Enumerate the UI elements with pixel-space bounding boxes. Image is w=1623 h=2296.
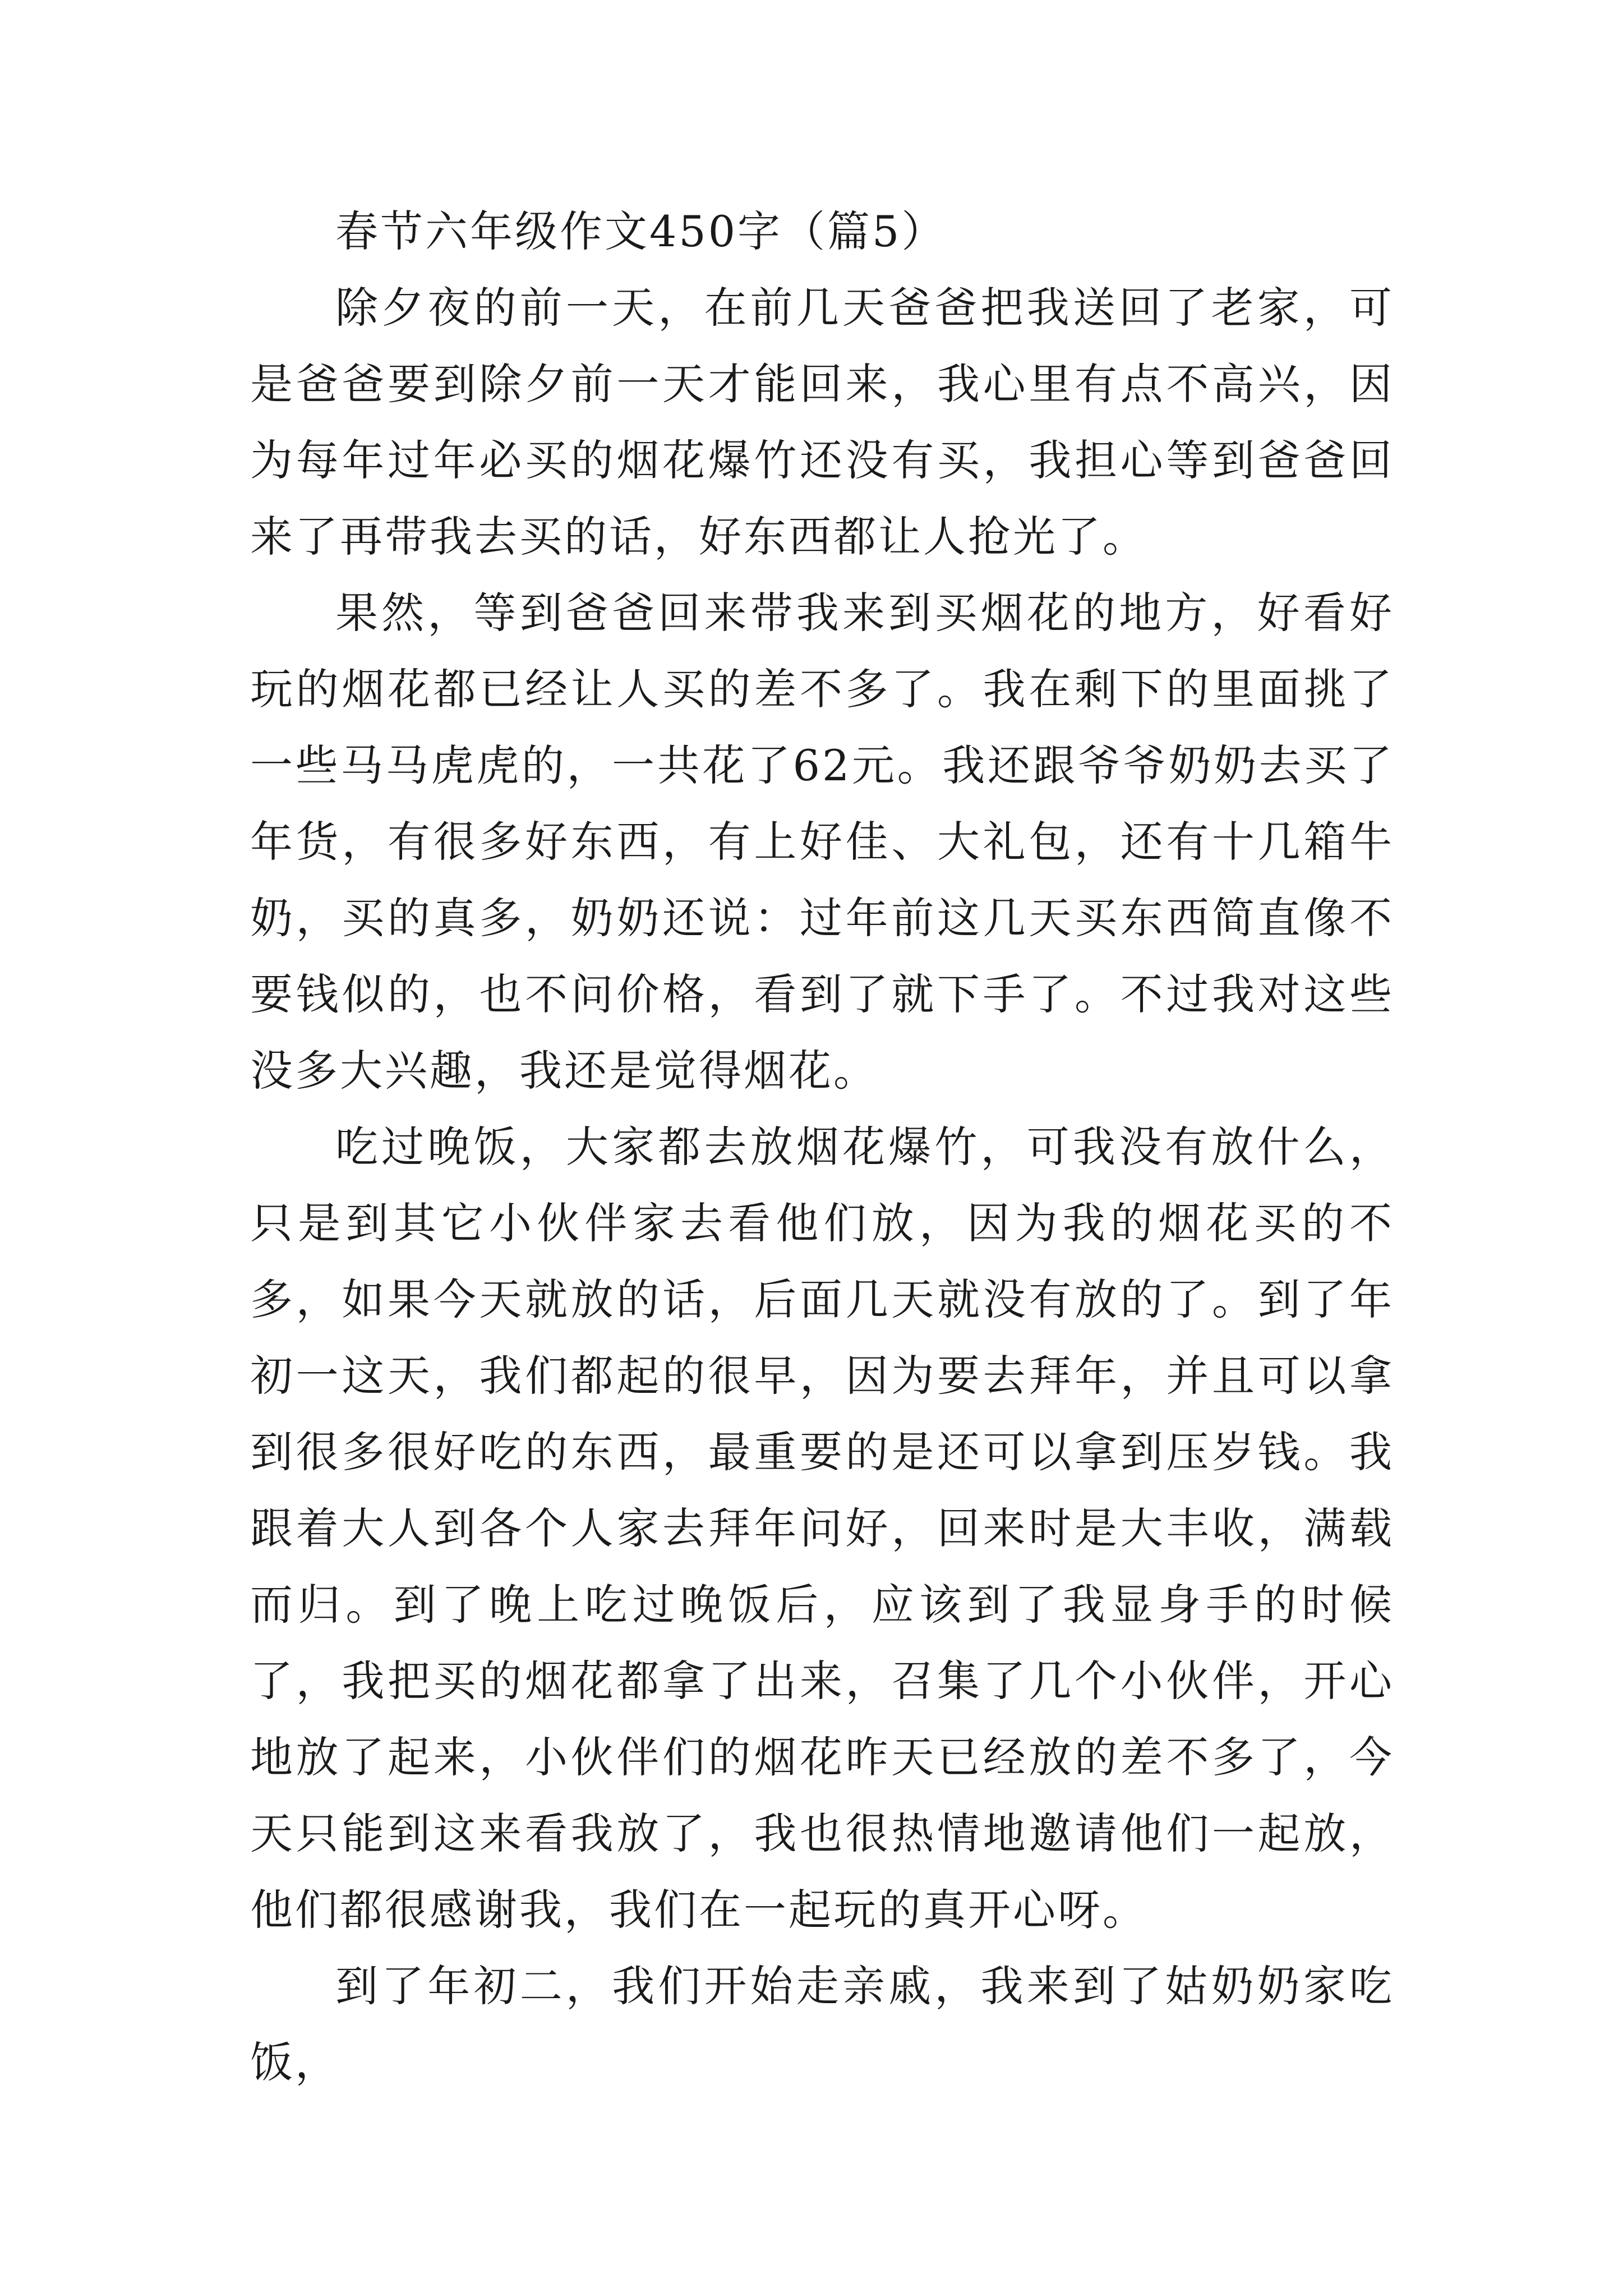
paragraph-3: 吃过晚饭，大家都去放烟花爆竹，可我没有放什么，只是到其它小伙伴家去看他们放，因为我的烟花买的不多，如果今天就放的话，后面几天就没有放的了。到了年初一这天，我们都起的很早，因为要去拜年，并且可以拿到很多很好吃的东西，最重要的是还可以拿到压岁钱。我跟着大人到各个人家去拜年问好，回来时是大丰收，满载而归。到了晚上吃过晚饭后，应该到了我显身手的时候了，我把买的烟花都拿了出来，召集了几个小伙伴，开心地放了起来，小伙伴们的烟花昨天已经放的差不多了，今天只能到这来看我放了，我也很热情地邀请他们一起放，他们都很感谢我，我们在一起玩的真开心呀。 xyxy=(250,1122,1394,1935)
paragraph-1: 除夕夜的前一天，在前几天爸爸把我送回了老家，可是爸爸要到除夕前一天才能回来，我心里有点不高兴，因为每年过年必买的烟花爆竹还没有买，我担心等到爸爸回来了再带我去买的话，好东西都让人抢光了。 xyxy=(250,283,1394,562)
essay-body xyxy=(250,194,1394,2101)
essay-title: 春节六年级作文450字（篇5） xyxy=(335,206,947,256)
paragraph-2: 果然，等到爸爸回来带我来到买烟花的地方，好看好玩的烟花都已经让人买的差不多了。我在剩下的里面挑了一些马马虎虎的，一共花了62元。我还跟爷爷奶奶去买了年货，有很多好东西，有上好佳、大礼包，还有十几箱牛奶，买的真多，奶奶还说：过年前这几天买东西简直像不要钱似的，也不问价格，看到了就下手了。不过我对这些没多大兴趣，我还是觉得烟花。 xyxy=(250,588,1394,1096)
paragraph-4: 到了年初二，我们开始走亲戚，我来到了姑奶奶家吃饭， xyxy=(250,1961,1394,2087)
